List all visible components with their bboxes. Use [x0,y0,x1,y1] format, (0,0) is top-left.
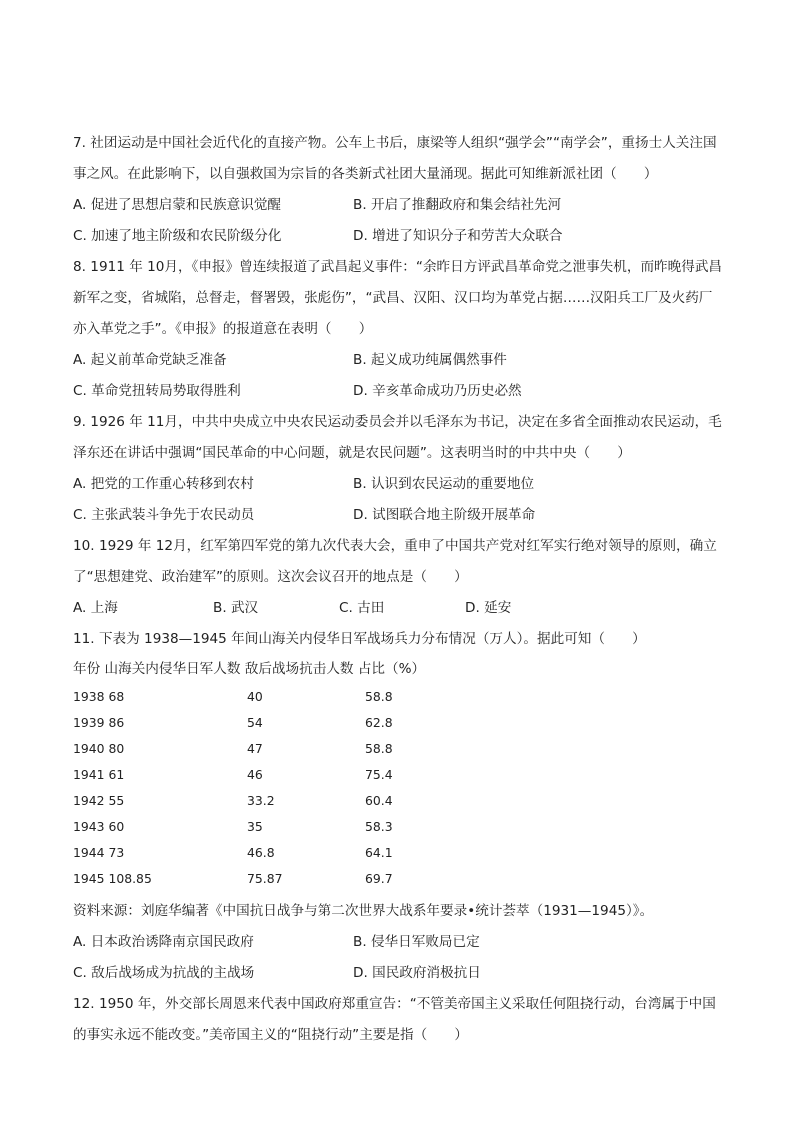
cell-ratio: 75.4 [365,767,393,782]
cell-year-total: 1942 55 [73,793,125,808]
option-c: C. 主张武装斗争先于农民动员 [73,507,255,523]
exam-page [73,128,723,1051]
cell-year-total: 1944 73 [73,845,125,860]
cell-rear: 35 [247,819,263,834]
option-c: C. 敌后战场成为抗战的主战场 [73,965,255,981]
cell-rear: 46.8 [247,845,275,860]
cell-year-total: 1941 61 [73,767,125,782]
option-a: A. 日本政治诱降南京国民政府 [73,934,254,950]
cell-rear: 54 [247,715,263,730]
option-c: C. 革命党扭转局势取得胜利 [73,383,241,399]
option-a: A. 起义前革命党缺乏准备 [73,352,227,368]
cell-year-total: 1940 80 [73,741,125,756]
cell-ratio: 58.8 [365,689,393,704]
option-c: C. 加速了地主阶级和农民阶级分化 [73,228,282,244]
cell-ratio: 60.4 [365,793,393,808]
cell-ratio: 64.1 [365,845,393,860]
table-header: 年份 山海关内侵华日军人数 敌后战场抗击人数 占比（%） [73,661,426,677]
option-b: B. 侵华日军败局已定 [353,934,480,950]
option-d: D. 增进了知识分子和劳苦大众联合 [353,228,563,244]
cell-year-total: 1945 108.85 [73,871,152,886]
question-stem: 7. 社团运动是中国社会近代化的直接产物。公车上书后，康梁等人组织“强学会”“南学会”，重扬士人关注国事之风。在此影响下，以自强救国为宗旨的各类新式社团大量涌现。据此可知维新派社团（ ） [73,135,717,182]
cell-rear: 75.87 [247,871,283,886]
option-b: B. 开启了推翻政府和集会结社先河 [353,197,562,213]
cell-ratio: 62.8 [365,715,393,730]
cell-rear: 47 [247,741,263,756]
option-d: D. 国民政府消极抗日 [353,965,481,981]
cell-rear: 40 [247,689,263,704]
option-b: B. 武汉 [213,600,259,616]
options [73,593,723,624]
options [73,345,723,407]
question-stem: 9. 1926 年 11月，中共中央成立中央农民运动委员会并以毛泽东为书记，决定在多省全面推动农民运动，毛泽东还在讲话中强调“国民革命的中心问题，就是农民问题”。这表明当时的中共中央（ ） [73,414,722,461]
cell-rear: 33.2 [247,793,275,808]
cell-ratio: 58.3 [365,819,393,834]
table-row [73,684,723,710]
question-12 [73,989,723,1051]
option-b: B. 起义成功纯属偶然事件 [353,352,507,368]
question-9 [73,407,723,531]
question-10 [73,531,723,624]
question-8 [73,252,723,407]
data-source: 资料来源：刘庭华编著《中国抗日战争与第二次世界大战系年要录•统计荟萃（1931—1945）》。 [73,903,654,919]
cell-rear: 46 [247,767,263,782]
table-row [73,736,723,762]
cell-year-total: 1938 68 [73,689,125,704]
question-11 [73,624,723,989]
options [73,927,723,989]
option-c: C. 古田 [339,600,385,616]
option-a: A. 促进了思想启蒙和民族意识觉醒 [73,197,282,213]
cell-ratio: 69.7 [365,871,393,886]
cell-ratio: 58.8 [365,741,393,756]
question-stem: 12. 1950 年，外交部长周恩来代表中国政府郑重宣告：“不管美帝国主义采取任何阻挠行动，台湾属于中国的事实永远不能改变。”美帝国主义的“阻挠行动”主要是指（ ） [73,996,716,1043]
question-stem: 8. 1911 年 10月，《申报》曾连续报道了武昌起义事件：“余昨日方评武昌革命党之泄事失机，而昨晚得武昌新军之变，省城陷，总督走，督署毁，张彪伤”，“武昌、汉阳、汉口均为革党占据……汉阳兵工厂及火药厂亦入革党之手”。《申报》的报道意在表明（ ） [73,259,723,337]
table-row [73,788,723,814]
option-a: A. 上海 [73,600,118,616]
option-b: B. 认识到农民运动的重要地位 [353,476,535,492]
table-row [73,866,723,892]
table-row [73,814,723,840]
cell-year-total: 1943 60 [73,819,125,834]
table-row [73,710,723,736]
table-row [73,762,723,788]
cell-year-total: 1939 86 [73,715,125,730]
question-7 [73,128,723,252]
options [73,190,723,252]
option-d: D. 延安 [465,600,512,616]
table-row [73,840,723,866]
question-stem: 10. 1929 年 12月，红军第四军党的第九次代表大会，重申了中国共产党对红军实行绝对领导的原则，确立了“思想建党、政治建军”的原则。这次会议召开的地点是（ ） [73,538,717,585]
question-stem: 11. 下表为 1938—1945 年间山海关内侵华日军战场兵力分布情况（万人）。据此可知（ ） [73,631,646,647]
option-a: A. 把党的工作重心转移到农村 [73,476,254,492]
options [73,469,723,531]
option-d: D. 辛亥革命成功乃历史必然 [353,383,522,399]
data-table [73,684,723,892]
option-d: D. 试图联合地主阶级开展革命 [353,507,536,523]
